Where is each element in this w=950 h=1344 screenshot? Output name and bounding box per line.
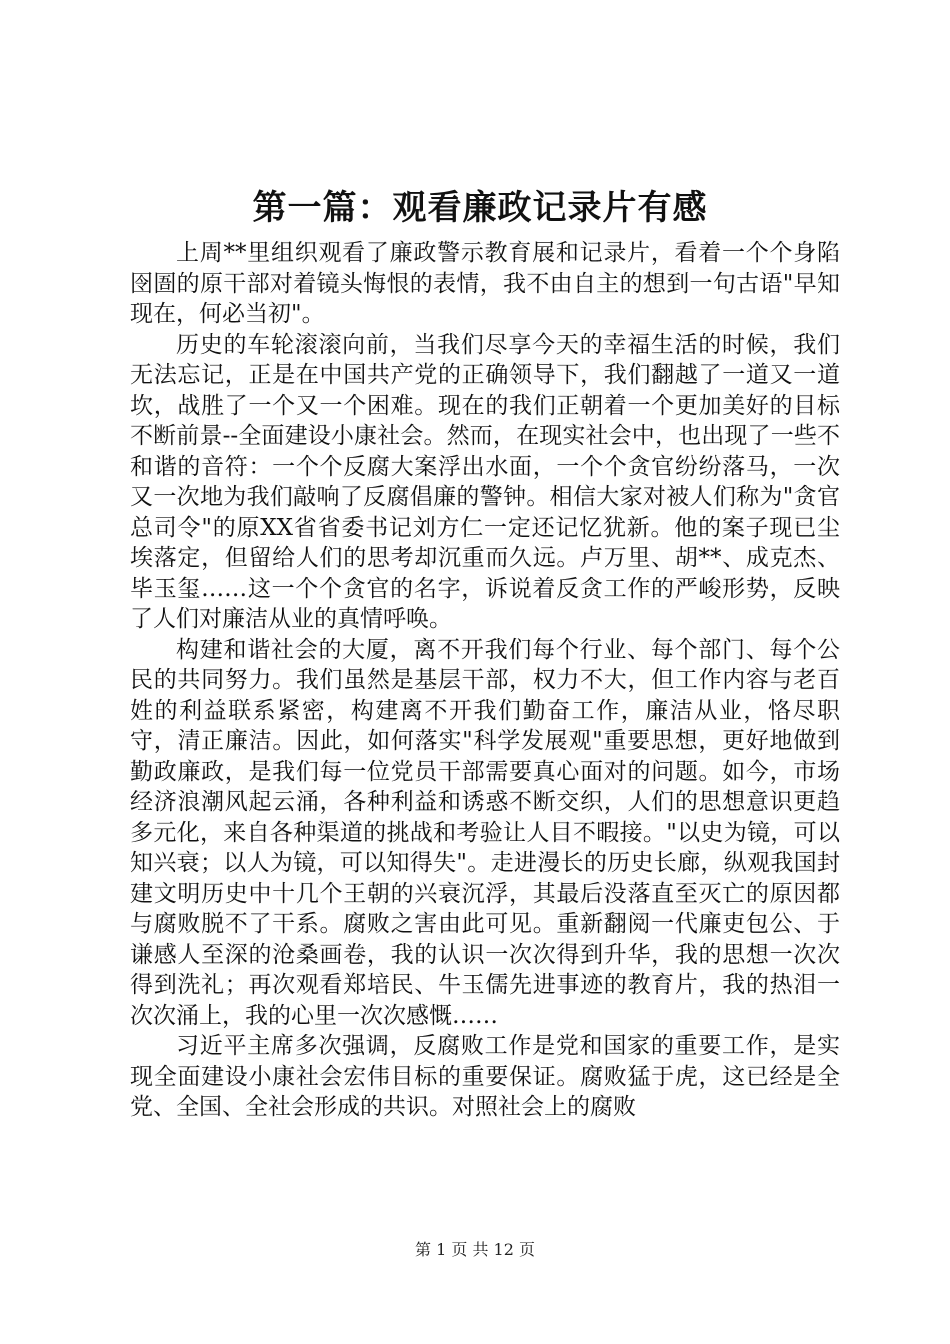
document-body [130,238,840,1123]
paragraph-3: 构建和谐社会的大厦，离不开我们每个行业、每个部门、每个公民的共同努力。我们虽然是基层干部，权力不大，但工作内容与老百姓的利益联系紧密，构建离不开我们勤奋工作，廉洁从业，恪尽职守，清正廉洁。因此，如何落实"科学发展观"重要思想，更好地做到勤政廉政，是我们每一位党员干部需要真心面对的问题。如今，市场经济浪潮风起云涌，各种利益和诱惑不断交织，人们的思想意识更趋多元化，来自各种渠道的挑战和考验让人目不暇接。"以史为镜，可以知兴衰；以人为镜，可以知得失"。走进漫长的历史长廊，纵观我国封建文明历史中十几个王朝的兴衰沉浮，其最后没落直至灭亡的原因都与腐败脱不了干系。腐败之害由此可见。重新翻阅一代廉吏包公、于谦感人至深的沧桑画卷，我的认识一次次得到升华，我的思想一次次得到洗礼；再次观看郑培民、牛玉儒先进事迹的教育片，我的热泪一次次涌上，我的心里一次次感慨…… [130,636,840,1029]
document-title: 第一篇：观看廉政记录片有感 [252,188,708,228]
paragraph-1: 上周**里组织观看了廉政警示教育展和记录片，看着一个个身陷囹圄的原干部对着镜头悔恨的表情，我不由自主的想到一句古语"早知现在，何必当初"。 [130,240,840,327]
paragraph-4: 习近平主席多次强调，反腐败工作是党和国家的重要工作，是实现全面建设小康社会宏伟目标的重要保证。腐败猛于虎，这已经是全党、全国、全社会形成的共识。对照社会上的腐败 [130,1033,840,1120]
page-footer: 第 1 页 共 12 页 [415,1240,535,1259]
paragraph-2: 历史的车轮滚滚向前，当我们尽享今天的幸福生活的时候，我们无法忘记，正是在中国共产党的正确领导下，我们翻越了一道又一道坎，战胜了一个又一个困难。现在的我们正朝着一个更加美好的目标不断前景--全面建设小康社会。然而，在现实社会中，也出现了一些不和谐的音符：一个个反腐大案浮出水面，一个个贪官纷纷落马，一次又一次地为我们敲响了反腐倡廉的警钟。相信大家对被人们称为"贪官总司令"的原XX省省委书记刘方仁一定还记忆犹新。他的案子现已尘埃落定，但留给人们的思考却沉重而久远。卢万里、胡**、成克杰、毕玉玺……这一个个贪官的名字，诉说着反贪工作的严峻形势，反映了人们对廉洁从业的真情呼唤。 [130,331,840,632]
